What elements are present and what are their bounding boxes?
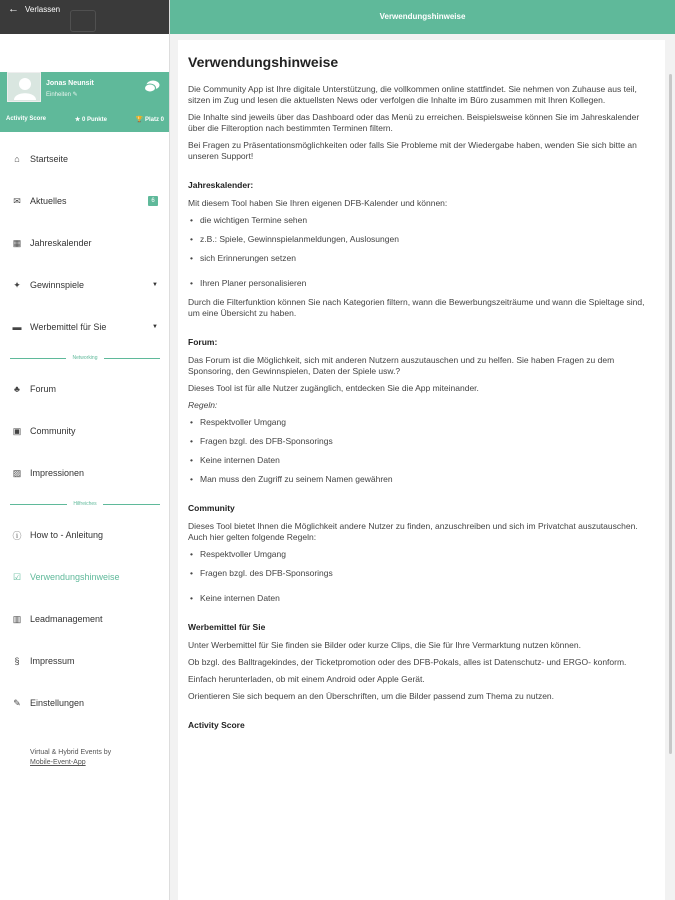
content-card: [178, 40, 665, 900]
sidebar-item-gewinnspiele[interactable]: [0, 264, 170, 306]
inbox-icon: ✉: [13, 195, 21, 206]
divider-label: Networking: [66, 355, 103, 361]
sidebar-item-label: Gewinnspiele: [30, 280, 85, 290]
sidebar-item-label: Werbemittel für Sie: [30, 322, 107, 332]
list-item: • sich Erinnerungen setzen: [188, 253, 655, 264]
credits: [30, 748, 111, 768]
sidebar-item-jahreskalender[interactable]: [0, 222, 170, 264]
list-item: • z.B.: Spiele, Gewinnspielanmeldungen, Auslosungen: [188, 234, 655, 245]
sidebar-item-label: Impressionen: [30, 468, 85, 478]
checklist-icon: ☑: [12, 571, 22, 582]
sidebar-item-label: Aktuelles: [30, 196, 67, 206]
section-paragraph: Unter Werbemittel für Sie finden sie Bilder oder kurze Clips, die Sie für Ihre Vermarktung nutzen können.: [188, 640, 581, 650]
section-heading-community: Community: [188, 503, 235, 513]
sidebar-item-aktuelles[interactable]: [0, 180, 170, 222]
sidebar-item-label: Leadmanagement: [30, 614, 103, 624]
section-paragraph: Durch die Filterfunktion können Sie nach Kategorien filtern, wann die Bewerbungszeiträume und wann die Spieltage sind, um eine Übersicht zu haben.: [188, 297, 645, 318]
stats-bar: [0, 108, 170, 130]
profile-role: Einheiten ✎: [46, 92, 78, 98]
list-item: • Man muss den Zugriff zu seinem Namen gewähren: [188, 474, 655, 485]
intro-paragraph: Die Community App ist Ihre digitale Unterstützung, die vollkommen online stattfindet. Sie nehmen von Zuhause aus teil, sitzen im Zug und lesen die aktuellsten News oder verfolgen die Inhalte im Büro zusammen mit Ihren Kollegen.: [188, 84, 637, 105]
activity-score-label[interactable]: Activity Score: [6, 116, 47, 122]
section-heading-forum: Forum:: [188, 337, 218, 347]
header-title: Verwendungshinweise: [379, 12, 466, 21]
back-button[interactable]: [8, 4, 60, 14]
calendar-icon: ▦: [12, 237, 22, 248]
caret-down-icon[interactable]: ▼: [152, 324, 158, 330]
profile-name: Jonas Neunsit: [46, 80, 94, 87]
sidebar-top-bar: [0, 0, 169, 34]
page-title: Verwendungshinweise: [188, 54, 339, 70]
logo-icon: [70, 10, 96, 32]
image-icon: ▨: [12, 467, 22, 478]
list-item: • Ihren Planer personalisieren: [188, 278, 655, 289]
home-icon: ⌂: [14, 154, 20, 164]
section-icon: §: [14, 656, 20, 666]
section-paragraph: Mit diesem Tool haben Sie Ihren eigenen DFB-Kalender und können:: [188, 198, 448, 208]
sidebar: [0, 0, 170, 900]
list-item: • die wichtigen Termine sehen: [188, 215, 655, 226]
section-paragraph: Einfach herunterladen, ob mit einem Android oder Apple Gerät.: [188, 674, 425, 684]
users-icon: ♣: [14, 384, 20, 394]
divider-hilfreiches: [0, 494, 170, 514]
sidebar-item-label: Startseite: [30, 154, 69, 164]
intro-paragraph: Die Inhalte sind jeweils über das Dashboard oder das Menü zu erreichen. Beispielsweise können Sie im Jahreskalender über die Filteroption nach bestimmten Terminen filtern.: [188, 112, 640, 133]
divider-label: Hilfreiches: [67, 501, 102, 507]
section-heading-jahreskalender: Jahreskalender:: [188, 180, 254, 190]
list-item: • Keine internen Daten: [188, 593, 655, 604]
credits-link[interactable]: Mobile-Event-App: [30, 759, 86, 766]
sidebar-item-werbemittel[interactable]: [0, 306, 170, 348]
list-item: • Keine internen Daten: [188, 455, 655, 466]
sidebar-item-impressionen[interactable]: [0, 452, 170, 494]
divider-networking: [0, 348, 170, 368]
place-label: 🏆 Platz 0: [135, 116, 164, 123]
profile-card[interactable]: [0, 72, 170, 132]
sidebar-item-startseite[interactable]: [0, 138, 170, 180]
arrow-left-icon: ←: [8, 3, 19, 15]
sidebar-item-label: How to - Anleitung: [30, 530, 104, 540]
list-item: • Fragen bzgl. des DFB-Sponsorings: [188, 568, 655, 579]
sidebar-item-community[interactable]: [0, 410, 170, 452]
news-count-badge: 6: [148, 196, 158, 206]
section-paragraph: Orientieren Sie sich bequem an den Überschriften, um die Bilder passend zum Thema zu nutzen.: [188, 691, 555, 701]
section-paragraph: Ob bzgl. des Balltragekindes, der Ticketpromotion oder des DFB-Pokals, alles ist Datenschutz- und ERGO- konform.: [188, 657, 627, 667]
sidebar-item-einstellungen[interactable]: [0, 682, 170, 724]
sidebar-item-forum[interactable]: [0, 368, 170, 410]
wrench-icon: ✎: [13, 697, 21, 708]
sidebar-item-label: Jahreskalender: [30, 238, 92, 248]
back-label: Verlassen: [25, 4, 61, 14]
rules-label: Regeln:: [188, 400, 218, 410]
chart-icon: ▥: [12, 613, 22, 624]
bullet-list: [188, 549, 655, 604]
caret-down-icon[interactable]: ▼: [152, 282, 158, 288]
folder-icon: ▬: [12, 322, 22, 332]
scrollbar[interactable]: [669, 74, 672, 754]
sidebar-item-label: Verwendungshinweise: [30, 572, 120, 582]
section-paragraph: Dieses Tool ist für alle Nutzer zugänglich, entdecken Sie die App miteinander.: [188, 383, 479, 393]
contact-card-icon: ▣: [12, 425, 22, 436]
main-content: [170, 34, 675, 900]
sidebar-item-label: Forum: [30, 384, 57, 394]
info-icon: ⓘ: [12, 530, 22, 541]
sidebar-item-label: Impressum: [30, 656, 75, 666]
page-header: [170, 0, 675, 34]
section-heading-activity-score: Activity Score: [188, 720, 245, 730]
sidebar-item-leadmanagement[interactable]: [0, 598, 170, 640]
avatar[interactable]: [7, 72, 41, 102]
bullet-list: [188, 215, 655, 289]
user-silhouette-icon: [14, 76, 36, 100]
sidebar-item-label: Einstellungen: [30, 698, 85, 708]
credits-text: Virtual & Hybrid Events by: [30, 749, 112, 756]
bullet-list: [188, 417, 655, 485]
points-label: ★ 0 Punkte: [74, 116, 107, 123]
intro-paragraph: Bei Fragen zu Präsentationsmöglichkeiten oder falls Sie Probleme mit der Wiedergabe haben, wenden Sie sich bitte an unseren Support!: [188, 140, 637, 161]
sidebar-item-impressum[interactable]: [0, 640, 170, 682]
sidebar-item-how-to[interactable]: [0, 514, 170, 556]
section-heading-werbemittel: Werbemittel für Sie: [188, 622, 266, 632]
rocket-icon: ✦: [13, 279, 21, 290]
list-item: • Fragen bzgl. des DFB-Sponsorings: [188, 436, 655, 447]
list-item: • Respektvoller Umgang: [188, 549, 655, 560]
section-paragraph: Das Forum ist die Möglichkeit, sich mit anderen Nutzern auszutauschen und zu helfen. Sie haben Fragen zu dem Sponsoring, den Gewinnspielen, Daten der Spiele usw.?: [188, 355, 615, 376]
sidebar-item-verwendungshinweise[interactable]: [0, 556, 170, 598]
sidebar-nav: [0, 138, 170, 724]
list-item: • Respektvoller Umgang: [188, 417, 655, 428]
chat-icon[interactable]: [144, 80, 160, 94]
section-paragraph: Dieses Tool bietet Ihnen die Möglichkeit andere Nutzer zu finden, anzuschreiben und sich im Privatchat auszutauschen. Auch hier gelten folgende Regeln:: [188, 521, 638, 542]
sidebar-item-label: Community: [30, 426, 76, 436]
